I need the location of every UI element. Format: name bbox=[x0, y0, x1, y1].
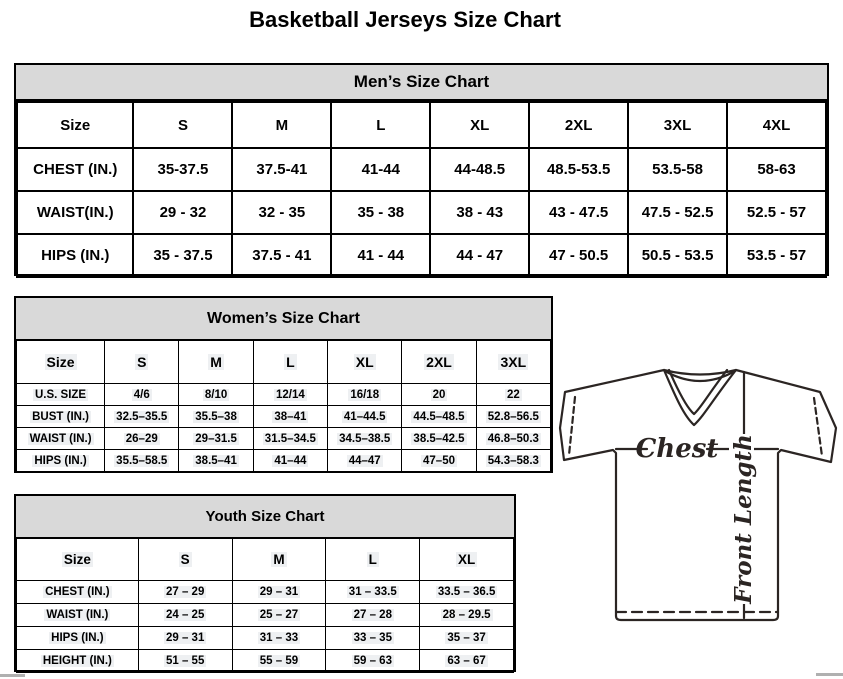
size-value-cell bbox=[326, 581, 420, 604]
cell-text: 47.5 - 52.5 bbox=[641, 204, 714, 221]
size-column-header bbox=[253, 341, 327, 384]
jersey-diagram-icon bbox=[558, 366, 843, 630]
size-value-cell bbox=[179, 406, 253, 428]
cell-text: 35-37.5 bbox=[157, 161, 209, 178]
cell-text: Size bbox=[60, 116, 91, 134]
size-value-cell bbox=[628, 191, 727, 234]
cell-text: 54.3–58.3 bbox=[487, 454, 539, 467]
measurement-label bbox=[17, 627, 139, 650]
size-value-cell bbox=[133, 234, 232, 277]
measurement-row bbox=[17, 384, 551, 406]
cell-text: 35 - 37.5 bbox=[153, 247, 213, 264]
womens-chart-title: Women’s Size Chart bbox=[16, 298, 551, 340]
size-value-cell bbox=[331, 191, 430, 234]
size-value-cell bbox=[727, 191, 826, 234]
size-corner-header bbox=[17, 102, 133, 148]
cell-text: 22 bbox=[506, 388, 520, 401]
cell-text: 26–29 bbox=[125, 432, 158, 445]
cell-text: 38 - 43 bbox=[456, 204, 504, 221]
size-value-cell bbox=[138, 650, 232, 673]
size-column-header bbox=[727, 102, 826, 148]
cell-text: 34.5–38.5 bbox=[339, 432, 391, 445]
cell-text: 35.5–38 bbox=[195, 410, 237, 423]
size-value-cell bbox=[133, 148, 232, 191]
measurement-label bbox=[17, 384, 105, 406]
cell-text: 33.5 – 36.5 bbox=[437, 586, 496, 598]
cell-text: 44.5–48.5 bbox=[413, 410, 465, 423]
cell-text: 28 – 29.5 bbox=[442, 609, 491, 621]
size-value-cell bbox=[232, 650, 326, 673]
cell-text: 35 - 38 bbox=[357, 204, 405, 221]
size-value-cell bbox=[179, 384, 253, 406]
size-column-header bbox=[328, 341, 402, 384]
size-corner-header bbox=[17, 539, 139, 581]
size-column-header bbox=[105, 341, 179, 384]
size-value-cell bbox=[402, 450, 476, 472]
size-value-cell bbox=[253, 450, 327, 472]
cell-text: 33 – 35 bbox=[353, 632, 392, 644]
mens-chart-title: Men’s Size Chart bbox=[16, 65, 827, 101]
size-value-cell bbox=[420, 581, 514, 604]
cell-text: 29 – 31 bbox=[259, 586, 299, 598]
cell-text: S bbox=[177, 116, 188, 134]
cell-text: 20 bbox=[432, 388, 446, 401]
measurement-label bbox=[17, 581, 139, 604]
size-value-cell bbox=[430, 234, 529, 277]
size-column-header bbox=[232, 539, 326, 581]
womens-size-chart bbox=[14, 296, 553, 473]
cell-text: 41–44.5 bbox=[343, 410, 386, 423]
mens-size-table bbox=[16, 101, 827, 278]
size-value-cell bbox=[105, 450, 179, 472]
cell-text: 8/10 bbox=[204, 388, 228, 401]
measurement-row bbox=[17, 428, 551, 450]
cell-text: 43 - 47.5 bbox=[549, 204, 609, 221]
size-value-cell bbox=[328, 428, 402, 450]
cell-text: 2XL bbox=[564, 116, 593, 134]
size-value-cell bbox=[628, 234, 727, 277]
size-value-cell bbox=[232, 627, 326, 650]
measurement-label bbox=[17, 428, 105, 450]
jersey-measurement-diagram bbox=[558, 366, 843, 630]
cell-text: L bbox=[376, 116, 386, 134]
size-value-cell bbox=[326, 627, 420, 650]
size-value-cell bbox=[529, 191, 628, 234]
size-value-cell bbox=[232, 234, 331, 277]
cell-text: S bbox=[180, 552, 190, 567]
cell-text: Size bbox=[46, 354, 75, 370]
cell-text: 59 – 63 bbox=[353, 655, 392, 667]
cell-text: 27 – 28 bbox=[353, 609, 392, 621]
measurement-row bbox=[17, 234, 826, 277]
size-value-cell bbox=[232, 148, 331, 191]
measurement-row bbox=[17, 450, 551, 472]
youth-chart-title: Youth Size Chart bbox=[16, 496, 514, 538]
cell-text: 32.5–35.5 bbox=[116, 410, 168, 423]
cell-text: HEIGHT (IN.) bbox=[42, 655, 112, 667]
size-value-cell bbox=[430, 148, 529, 191]
size-column-header bbox=[402, 341, 476, 384]
cell-text: 16/18 bbox=[350, 388, 380, 401]
size-value-cell bbox=[402, 428, 476, 450]
size-column-header bbox=[138, 539, 232, 581]
cell-text: XL bbox=[355, 354, 374, 370]
size-value-cell bbox=[331, 234, 430, 277]
size-column-header bbox=[232, 102, 331, 148]
size-value-cell bbox=[420, 650, 514, 673]
size-column-header bbox=[179, 341, 253, 384]
cell-text: 3XL bbox=[500, 354, 527, 370]
cell-text: 38.5–41 bbox=[195, 454, 237, 467]
measurement-row bbox=[17, 627, 514, 650]
cell-text: 63 – 67 bbox=[447, 655, 486, 667]
size-value-cell bbox=[430, 191, 529, 234]
cell-text: 35.5–58.5 bbox=[116, 454, 168, 467]
size-value-cell bbox=[253, 428, 327, 450]
size-value-cell bbox=[328, 450, 402, 472]
cell-text: M bbox=[273, 552, 285, 567]
cell-text: 29–31.5 bbox=[195, 432, 237, 445]
size-value-cell bbox=[232, 191, 331, 234]
cell-text: 31 – 33.5 bbox=[348, 586, 397, 598]
measurement-label bbox=[17, 234, 133, 277]
size-value-cell bbox=[105, 428, 179, 450]
cell-text: 24 – 25 bbox=[165, 609, 205, 621]
cell-text: 44 - 47 bbox=[456, 247, 504, 264]
measurement-row bbox=[17, 650, 514, 673]
size-value-cell bbox=[476, 384, 550, 406]
cell-text: M bbox=[275, 116, 289, 134]
size-value-cell bbox=[105, 384, 179, 406]
size-column-header bbox=[529, 102, 628, 148]
cell-text: CHEST (IN.) bbox=[45, 586, 110, 598]
size-value-cell bbox=[328, 406, 402, 428]
measurement-label bbox=[17, 148, 133, 191]
cell-text: WAIST(IN.) bbox=[36, 204, 114, 221]
cell-text: 25 – 27 bbox=[259, 609, 299, 621]
womens-size-table bbox=[16, 340, 551, 472]
size-value-cell bbox=[179, 428, 253, 450]
cell-text: Size bbox=[63, 552, 91, 567]
measurement-label bbox=[17, 450, 105, 472]
size-value-cell bbox=[727, 234, 826, 277]
cell-text: 38.5–42.5 bbox=[413, 432, 465, 445]
cell-text: CHEST (IN.) bbox=[33, 161, 118, 178]
size-value-cell bbox=[420, 604, 514, 627]
cell-text: 52.8–56.5 bbox=[487, 410, 539, 423]
cell-text: 3XL bbox=[663, 116, 692, 134]
cell-text: 4XL bbox=[762, 116, 791, 134]
size-column-header bbox=[326, 539, 420, 581]
chest-label: Chest bbox=[635, 434, 719, 464]
measurement-row bbox=[17, 191, 826, 234]
size-value-cell bbox=[328, 384, 402, 406]
size-value-cell bbox=[331, 148, 430, 191]
cell-text: L bbox=[368, 552, 377, 567]
measurement-row bbox=[17, 581, 514, 604]
size-value-cell bbox=[326, 650, 420, 673]
size-column-header bbox=[331, 102, 430, 148]
size-value-cell bbox=[105, 406, 179, 428]
measurement-label bbox=[17, 604, 139, 627]
cell-text: 41–44 bbox=[274, 454, 307, 467]
size-header-row bbox=[17, 102, 826, 148]
size-column-header bbox=[476, 341, 550, 384]
size-value-cell bbox=[476, 406, 550, 428]
cell-text: L bbox=[286, 354, 295, 370]
cell-text: 32 - 35 bbox=[258, 204, 306, 221]
page-title: Basketball Jerseys Size Chart bbox=[249, 7, 561, 32]
size-value-cell bbox=[529, 148, 628, 191]
mens-size-chart bbox=[14, 63, 829, 276]
size-column-header bbox=[420, 539, 514, 581]
cell-text: 29 – 31 bbox=[165, 632, 205, 644]
cell-text: M bbox=[210, 354, 222, 370]
cell-text: 27 – 29 bbox=[165, 586, 205, 598]
measurement-label bbox=[17, 191, 133, 234]
cell-text: 51 – 55 bbox=[165, 655, 205, 667]
scrollbar-fragment-right bbox=[816, 673, 843, 676]
cell-text: 38–41 bbox=[274, 410, 307, 423]
cell-text: 50.5 - 53.5 bbox=[641, 247, 714, 264]
cell-text: 47 - 50.5 bbox=[549, 247, 609, 264]
cell-text: S bbox=[137, 354, 147, 370]
cell-text: HIPS (IN.) bbox=[41, 247, 110, 264]
cell-text: 58-63 bbox=[757, 161, 796, 178]
size-value-cell bbox=[232, 604, 326, 627]
scrollbar-fragment-left bbox=[0, 674, 25, 677]
size-value-cell bbox=[420, 627, 514, 650]
size-value-cell bbox=[253, 406, 327, 428]
measurement-row bbox=[17, 148, 826, 191]
size-column-header bbox=[628, 102, 727, 148]
cell-text: 41 - 44 bbox=[357, 247, 405, 264]
cell-text: 37.5 - 41 bbox=[252, 247, 312, 264]
size-value-cell bbox=[529, 234, 628, 277]
size-value-cell bbox=[326, 604, 420, 627]
cell-text: 37.5-41 bbox=[256, 161, 308, 178]
youth-size-chart bbox=[14, 494, 516, 672]
size-header-row bbox=[17, 539, 514, 581]
cell-text: 55 – 59 bbox=[259, 655, 299, 667]
size-value-cell bbox=[138, 581, 232, 604]
size-corner-header bbox=[17, 341, 105, 384]
size-value-cell bbox=[476, 450, 550, 472]
cell-text: 48.5-53.5 bbox=[546, 161, 611, 178]
cell-text: 35 – 37 bbox=[447, 632, 486, 644]
cell-text: XL bbox=[470, 116, 490, 134]
front-length-label: Front Length bbox=[730, 434, 757, 604]
measurement-row bbox=[17, 406, 551, 428]
cell-text: BUST (IN.) bbox=[32, 410, 89, 423]
size-value-cell bbox=[727, 148, 826, 191]
size-value-cell bbox=[476, 428, 550, 450]
cell-text: 47–50 bbox=[423, 454, 455, 467]
size-value-cell bbox=[232, 581, 326, 604]
cell-text: 46.8–50.3 bbox=[487, 432, 539, 445]
cell-text: 53.5-58 bbox=[652, 161, 703, 178]
cell-text: HIPS (IN.) bbox=[51, 632, 104, 644]
cell-text: 29 - 32 bbox=[159, 204, 207, 221]
size-value-cell bbox=[628, 148, 727, 191]
size-header-row bbox=[17, 341, 551, 384]
cell-text: 44–47 bbox=[348, 454, 381, 467]
measurement-label bbox=[17, 406, 105, 428]
size-column-header bbox=[430, 102, 529, 148]
cell-text: WAIST (IN.) bbox=[29, 432, 92, 445]
cell-text: 44-48.5 bbox=[454, 161, 506, 178]
cell-text: 12/14 bbox=[276, 388, 305, 401]
measurement-label bbox=[17, 650, 139, 673]
measurement-row bbox=[17, 604, 514, 627]
size-value-cell bbox=[179, 450, 253, 472]
size-value-cell bbox=[402, 406, 476, 428]
cell-text: 2XL bbox=[426, 354, 452, 370]
cell-text: XL bbox=[457, 552, 476, 567]
cell-text: WAIST (IN.) bbox=[46, 609, 109, 621]
cell-text: U.S. SIZE bbox=[34, 388, 87, 401]
size-value-cell bbox=[138, 604, 232, 627]
cell-text: 41-44 bbox=[361, 161, 400, 178]
youth-size-table bbox=[16, 538, 514, 673]
size-value-cell bbox=[253, 384, 327, 406]
cell-text: 4/6 bbox=[133, 388, 150, 401]
size-value-cell bbox=[133, 191, 232, 234]
cell-text: 31.5–34.5 bbox=[264, 432, 316, 445]
cell-text: HIPS (IN.) bbox=[34, 454, 87, 467]
cell-text: 52.5 - 57 bbox=[746, 204, 807, 221]
cell-text: 31 – 33 bbox=[259, 632, 299, 644]
cell-text: 53.5 - 57 bbox=[746, 247, 807, 264]
size-value-cell bbox=[138, 627, 232, 650]
size-value-cell bbox=[402, 384, 476, 406]
jersey-outline bbox=[560, 370, 836, 620]
size-column-header bbox=[133, 102, 232, 148]
